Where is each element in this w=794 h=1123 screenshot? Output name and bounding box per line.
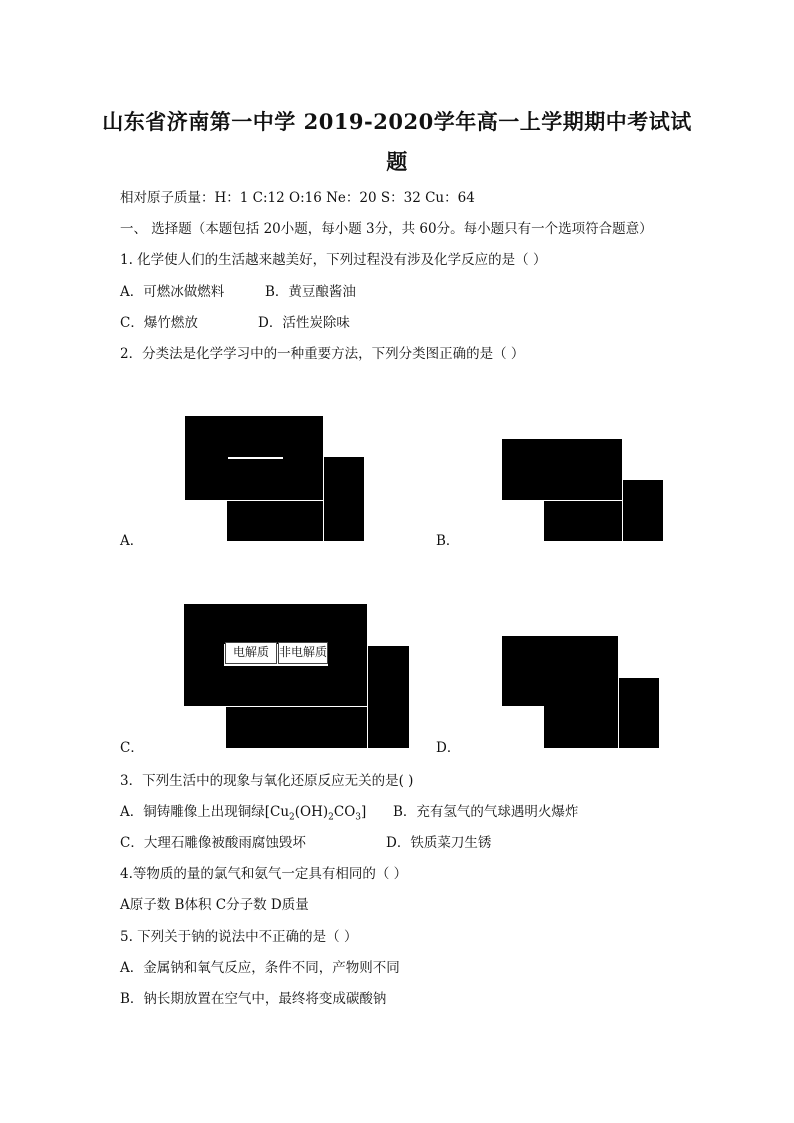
q4-stem: 4.等物质的量的氯气和氨气一定具有相同的（ ） xyxy=(120,866,408,882)
q2-label-c: C． xyxy=(120,740,144,756)
q1-stem: 1. 化学使人们的生活越来越美好，下列过程没有涉及化学反应的是（ ） xyxy=(120,252,547,268)
subscript: 3 xyxy=(355,812,362,823)
q3-option-b: B．充有氢气的气球遇明火爆炸 xyxy=(393,804,579,820)
diagram-c-cell-nonelectrolyte: 非电解质 xyxy=(278,642,328,664)
diagram-c-cell-electrolyte: 电解质 xyxy=(225,642,277,664)
subscript: 2 xyxy=(328,812,334,823)
diagram-a-line xyxy=(228,457,283,459)
q5-option-a: A．金属钠和氧气反应，条件不同，产物则不同 xyxy=(120,960,400,976)
q3-option-d: D．铁质菜刀生锈 xyxy=(386,835,492,851)
diagram-b-box-right xyxy=(623,480,663,541)
diagram-b-box-top xyxy=(502,439,622,500)
q3-option-a-text: ] xyxy=(361,804,367,820)
diagram-a-box-right xyxy=(324,457,364,541)
atomic-masses: 相对原子质量：H：1 C:12 O:16 Ne：20 S：32 Cu：64 xyxy=(120,190,475,206)
q1-option-d: D．活性炭除味 xyxy=(258,315,350,331)
section-heading: 一、 选择题（本题包括 20小题，每小题 3分，共 60分。每小题只有一个选项符合题意） xyxy=(120,221,653,237)
diagram-b-box-bottom xyxy=(544,501,622,541)
diagram-c-box-top xyxy=(184,604,367,644)
page-title-line1: 山东省济南第一中学 2019-2020学年高一上学期期中考试试 xyxy=(102,109,692,134)
diagram-d-box-bottom xyxy=(544,706,618,748)
q1-option-b: B．黄豆酿酱油 xyxy=(265,284,356,300)
q2-label-b: B． xyxy=(436,533,460,549)
q2-stem: 2．分类法是化学学习中的一种重要方法，下列分类图正确的是（ ） xyxy=(120,346,525,362)
diagram-a-box-bottom xyxy=(227,501,323,541)
q3-option-a-text: CO xyxy=(333,804,356,820)
q5-stem: 5. 下列关于钠的说法中不正确的是（ ） xyxy=(120,929,358,945)
diagram-d-box-right xyxy=(619,678,659,748)
q1-option-c: C．爆竹燃放 xyxy=(120,315,198,331)
diagram-c-box-left-small xyxy=(184,644,224,666)
q3-option-a-text: A．铜铸雕像上出现铜绿[Cu xyxy=(120,804,290,820)
q4-options: A原子数 B体积 C分子数 D质量 xyxy=(120,897,309,913)
subscript: 2 xyxy=(289,812,295,823)
q2-label-d: D． xyxy=(436,740,461,756)
page-title-line2: 题 xyxy=(386,149,408,174)
q2-label-a: A． xyxy=(120,533,144,549)
diagram-d-box-top xyxy=(502,636,618,706)
diagram-c-box-right-small xyxy=(328,644,367,666)
diagram-c-box-bottom xyxy=(226,707,367,748)
q5-option-b: B．钠长期放置在空气中，最终将变成碳酸钠 xyxy=(120,991,387,1007)
diagram-c-box-middle xyxy=(184,666,367,706)
q3-option-a-text: (OH) xyxy=(294,804,329,820)
q3-option-c: C．大理石雕像被酸雨腐蚀毁坏 xyxy=(120,835,306,851)
q3-stem: 3．下列生活中的现象与氧化还原反应无关的是( ) xyxy=(120,773,414,789)
q1-option-a: A．可燃冰做燃料 xyxy=(120,284,225,300)
diagram-c-box-right xyxy=(368,646,409,748)
q3-option-a xyxy=(120,800,366,823)
